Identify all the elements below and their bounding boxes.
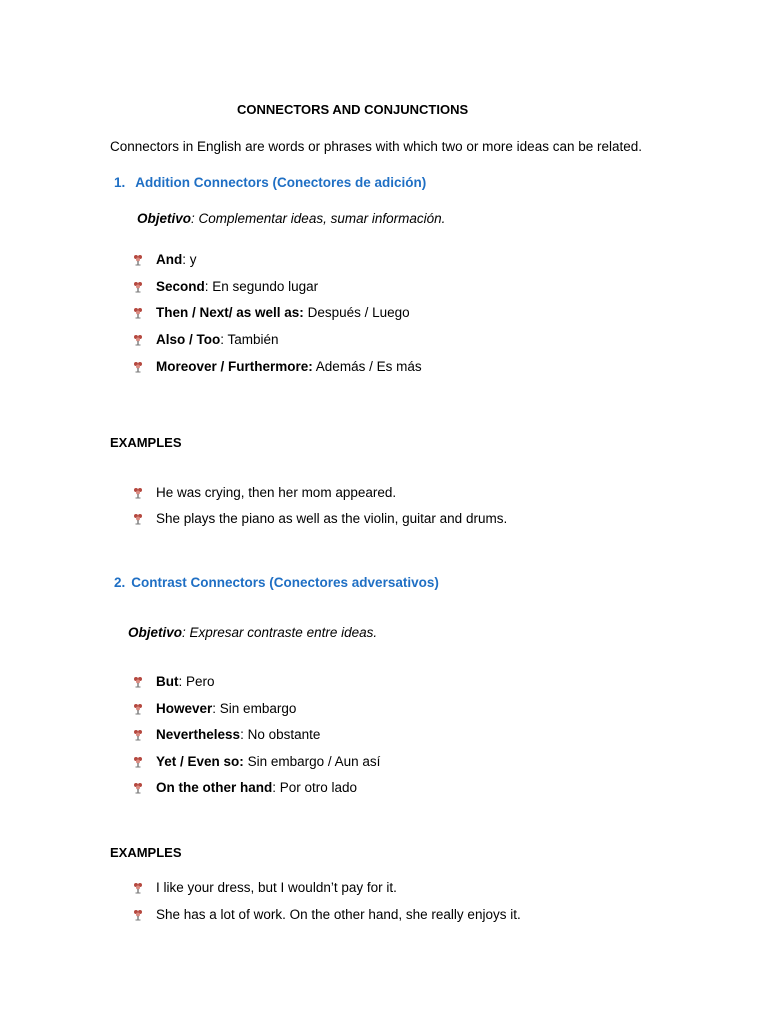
flower-bullet-icon — [133, 729, 143, 741]
objective-label: Objetivo — [137, 211, 192, 226]
flower-bullet-icon — [133, 361, 143, 373]
connector-meaning: Sin embargo / Aun así — [247, 754, 381, 769]
example-text: She plays the piano as well as the violin, guitar and drums. — [156, 511, 508, 526]
example-item — [133, 908, 521, 922]
connector-meaning: Por otro lado — [279, 780, 358, 795]
example-item — [133, 486, 396, 500]
list-item — [133, 280, 318, 294]
section-heading-addition — [114, 176, 426, 190]
connector-term: Nevertheless — [156, 727, 241, 742]
list-item — [133, 755, 380, 769]
connector-meaning: En segundo lugar — [212, 279, 319, 294]
flower-bullet-icon — [133, 909, 143, 921]
connector-term: However — [156, 701, 213, 716]
examples-heading: EXAMPLES — [110, 435, 182, 450]
example-item — [133, 512, 507, 526]
example-text: She has a lot of work. On the other hand, she really enjoys it. — [156, 907, 521, 922]
examples-heading: EXAMPLES — [110, 845, 182, 860]
list-item — [133, 306, 410, 320]
example-text: He was crying, then her mom appeared. — [156, 485, 397, 500]
flower-bullet-icon — [133, 334, 143, 346]
flower-bullet-icon — [133, 756, 143, 768]
objective-text: : Expresar contraste entre ideas. — [182, 625, 378, 640]
connector-term: Yet / Even so: — [156, 754, 244, 769]
connector-meaning: No obstante — [247, 727, 321, 742]
flower-bullet-icon — [133, 254, 143, 266]
intro-paragraph: Connectors in English are words or phrases with which two or more ideas can be related. — [110, 139, 643, 154]
connector-term: Then / Next/ as well as: — [156, 305, 304, 320]
connector-meaning: Sin embargo — [219, 701, 297, 716]
connector-term: Moreover / Furthermore: — [156, 359, 313, 374]
connector-term: But — [156, 674, 179, 689]
objective-label: Objetivo — [128, 625, 183, 640]
flower-bullet-icon — [133, 676, 143, 688]
list-item — [133, 728, 320, 742]
example-item — [133, 881, 397, 895]
objective-addition — [137, 212, 445, 226]
flower-bullet-icon — [133, 307, 143, 319]
list-item — [133, 675, 215, 689]
objective-text: : Complementar ideas, sumar información. — [191, 211, 446, 226]
list-item — [133, 333, 279, 347]
flower-bullet-icon — [133, 487, 143, 499]
connector-meaning: Después / Luego — [307, 305, 410, 320]
list-item — [133, 781, 357, 795]
connector-sep: : — [220, 332, 228, 347]
section-number: 1. — [114, 175, 126, 190]
connector-sep: : — [204, 279, 213, 294]
connector-term: Also / Too — [156, 332, 221, 347]
section-heading-contrast — [114, 576, 439, 590]
connector-meaning: Pero — [186, 674, 215, 689]
section-title: Contrast Connectors (Conectores adversativos) — [131, 575, 439, 590]
list-item — [133, 702, 296, 716]
list-item — [133, 253, 197, 267]
list-item — [133, 360, 422, 374]
connector-sep: : — [182, 252, 190, 267]
connector-sep: : — [240, 727, 248, 742]
connector-sep: : — [178, 674, 187, 689]
example-text: I like your dress, but I wouldn’t pay for it. — [156, 880, 397, 895]
flower-bullet-icon — [133, 782, 143, 794]
connector-sep: : — [212, 701, 220, 716]
objective-contrast — [128, 626, 377, 640]
section-number: 2. — [114, 575, 126, 590]
flower-bullet-icon — [133, 281, 143, 293]
flower-bullet-icon — [133, 882, 143, 894]
connector-meaning: También — [227, 332, 279, 347]
connector-meaning: y — [189, 252, 197, 267]
connector-term: Second — [156, 279, 205, 294]
page-title: CONNECTORS AND CONJUNCTIONS — [237, 102, 469, 117]
connector-sep: : — [272, 780, 280, 795]
connector-meaning: Además / Es más — [315, 359, 422, 374]
connector-term: And — [156, 252, 183, 267]
section-title: Addition Connectors (Conectores de adición) — [135, 175, 427, 190]
flower-bullet-icon — [133, 513, 143, 525]
flower-bullet-icon — [133, 703, 143, 715]
connector-term: On the other hand — [156, 780, 273, 795]
